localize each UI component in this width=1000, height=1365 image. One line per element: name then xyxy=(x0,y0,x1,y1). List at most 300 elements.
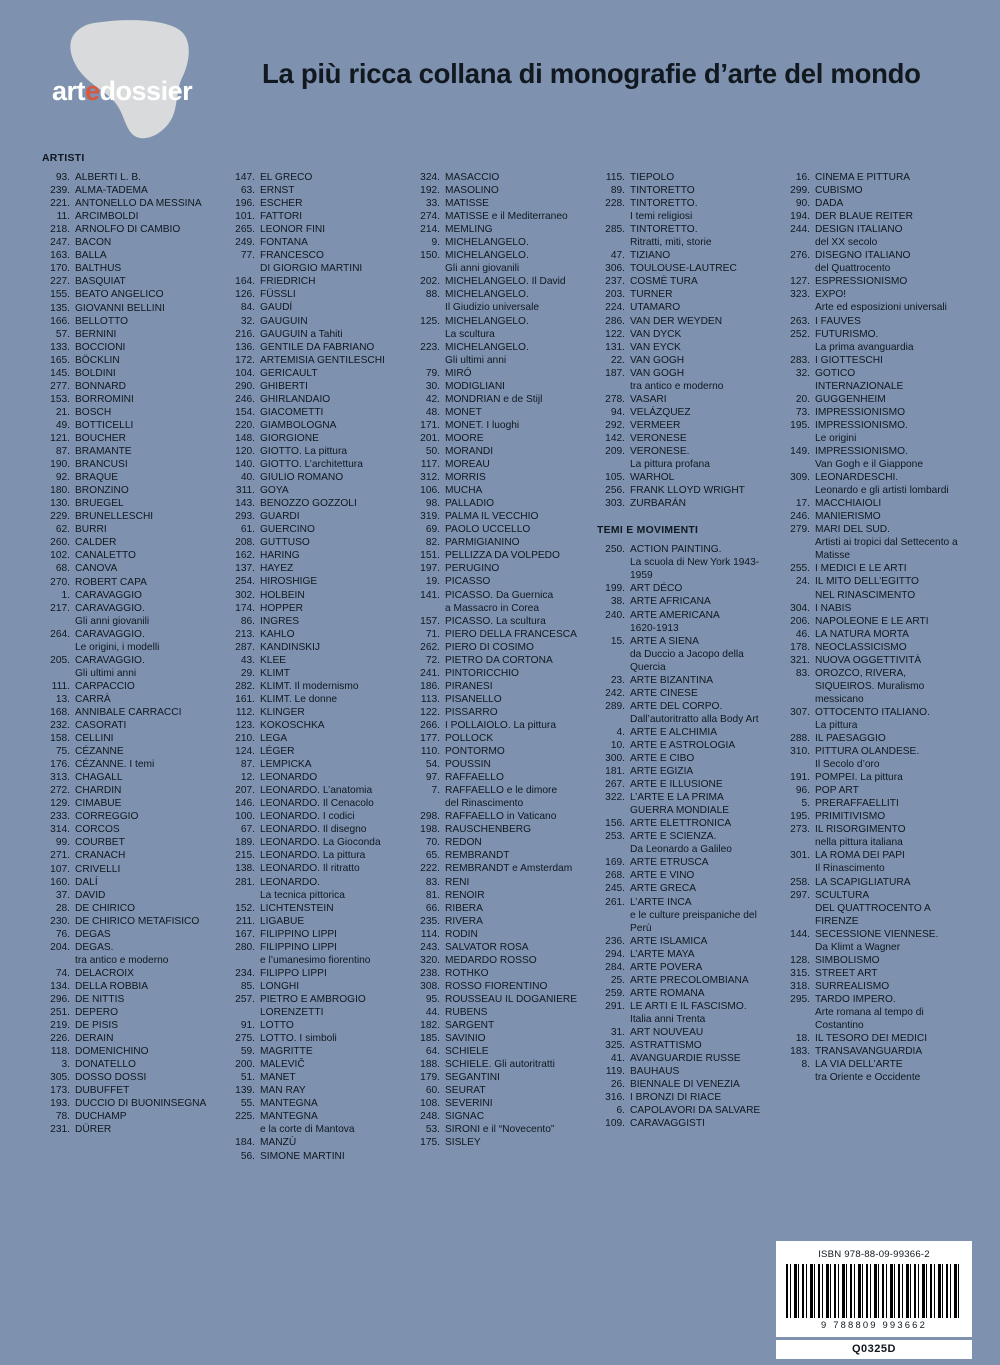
entry-number: 67. xyxy=(240,824,255,836)
entry-number: 25. xyxy=(610,974,625,986)
catalog-entry xyxy=(227,602,403,615)
entry-number: 181. xyxy=(605,766,625,778)
catalog-entry xyxy=(227,654,403,667)
catalog-entry xyxy=(42,471,218,484)
entry-label: GENTILE DA FABRIANO xyxy=(260,341,375,353)
catalog-entry xyxy=(412,536,588,549)
entry-label: VAN GOGH xyxy=(630,367,685,379)
entry-number: 87. xyxy=(240,759,255,771)
entry-number: 208. xyxy=(235,537,255,549)
entry-label: TIZIANO xyxy=(630,250,671,262)
entry-number: 106. xyxy=(420,485,440,497)
entry-label: MEMLING xyxy=(445,224,493,236)
catalog-entry xyxy=(782,354,958,367)
entry-label: KLIMT. Le donne xyxy=(260,693,338,705)
entry-label: GIACOMETTI xyxy=(260,406,324,418)
entry-number: 128. xyxy=(790,954,810,966)
entry-number: 87. xyxy=(55,446,70,458)
entry-number: 97. xyxy=(425,772,440,784)
entry-subtitle: Gli ultimi anni xyxy=(445,354,507,366)
catalog-entry xyxy=(597,987,773,1000)
entry-subtitle: La pittura profana xyxy=(630,459,710,471)
entry-number: 8. xyxy=(801,1059,810,1071)
entry-number: 164. xyxy=(235,276,255,288)
entry-number: 240. xyxy=(605,609,625,621)
catalog-entry xyxy=(42,223,218,236)
catalog-entry xyxy=(227,497,403,510)
catalog-entry xyxy=(42,510,218,523)
catalog-entry xyxy=(597,406,773,419)
entry-label: MIRÓ xyxy=(445,367,472,379)
entry-label: VAN DYCK xyxy=(630,328,682,340)
entry-label: DEGAS xyxy=(75,928,111,940)
catalog-entry xyxy=(42,275,218,288)
entry-label: ARTE EGIZIA xyxy=(630,766,694,778)
entry-label: SAVINIO xyxy=(445,1033,486,1045)
entry-number: 72. xyxy=(425,654,440,666)
entry-number: 1. xyxy=(61,589,70,601)
logo-text xyxy=(52,76,192,107)
page-header xyxy=(0,0,1000,150)
entry-subtitle: Leonardo e gli artisti lombardi xyxy=(815,485,949,497)
entry-label: PICASSO xyxy=(445,576,491,588)
entry-label: ARTE A SIENA xyxy=(630,635,699,647)
entry-number: 99. xyxy=(55,837,70,849)
entry-number: 166. xyxy=(50,315,70,327)
catalog-entry xyxy=(412,288,588,301)
entry-label: ARTE E SCIENZA. xyxy=(630,831,717,843)
entry-number: 78. xyxy=(55,1111,70,1123)
catalog-entry xyxy=(42,719,218,732)
entry-label: PIERO DI COSIMO xyxy=(445,641,534,653)
entry-label: MACCHIAIOLI xyxy=(815,498,882,510)
entry-label: POLLOCK xyxy=(445,733,494,745)
catalog-entry xyxy=(412,889,588,902)
entry-label: RENI xyxy=(445,876,470,888)
catalog-entry xyxy=(227,288,403,301)
entry-number: 29. xyxy=(240,667,255,679)
entry-number: 286. xyxy=(605,315,625,327)
entry-number: 32. xyxy=(795,367,810,379)
entry-label: LE ARTI E IL FASCISMO. xyxy=(630,1000,747,1012)
entry-label: LEONARDO xyxy=(260,772,318,784)
entry-number: 70. xyxy=(425,837,440,849)
entry-number: 183. xyxy=(790,1046,810,1058)
entry-number: 176. xyxy=(50,759,70,771)
entry-label: SECESSIONE VIENNESE. xyxy=(815,928,939,940)
catalog-entry xyxy=(42,1019,218,1032)
entry-label: PRERAFFAELLITI xyxy=(815,798,899,810)
entry-number: 246. xyxy=(790,511,810,523)
entry-number: 199. xyxy=(605,583,625,595)
entry-label: CÉZANNE. I temi xyxy=(75,759,155,771)
catalog-entry xyxy=(597,445,773,458)
entry-subtitle: INTERNAZIONALE xyxy=(815,380,904,392)
entry-number: 239. xyxy=(50,185,70,197)
catalog-entry xyxy=(412,915,588,928)
entry-label: SEVERINI xyxy=(445,1098,493,1110)
entry-label: FÜSSLI xyxy=(260,289,296,301)
catalog-entry xyxy=(42,1032,218,1045)
entry-label: GUERCINO xyxy=(260,524,315,536)
entry-number: 206. xyxy=(790,615,810,627)
entry-label: DE CHIRICO METAFISICO xyxy=(75,915,200,927)
catalog-entry xyxy=(597,674,773,687)
catalog-entry xyxy=(42,419,218,432)
catalog-entry xyxy=(782,602,958,615)
catalog-entry xyxy=(597,1117,773,1130)
entry-label: VERMEER xyxy=(630,419,681,431)
entry-number: 215. xyxy=(235,850,255,862)
catalog-entry xyxy=(412,1123,588,1136)
catalog-entry xyxy=(412,693,588,706)
entry-number: 251. xyxy=(50,1007,70,1019)
entry-number: 144. xyxy=(790,928,810,940)
entry-number: 160. xyxy=(50,876,70,888)
entry-number: 263. xyxy=(790,315,810,327)
catalog-entry xyxy=(782,419,958,432)
catalog-entry xyxy=(597,595,773,608)
catalog-entry xyxy=(597,497,773,510)
entry-number: 5. xyxy=(801,798,810,810)
catalog-entry xyxy=(42,1058,218,1071)
entry-number: 83. xyxy=(795,667,810,679)
entry-subtitle: Le origini xyxy=(815,432,857,444)
catalog-entry xyxy=(42,784,218,797)
entry-label: MANZÙ xyxy=(260,1137,297,1149)
entry-number: 271. xyxy=(50,850,70,862)
catalog-entry xyxy=(227,354,403,367)
catalog-entry xyxy=(597,471,773,484)
entry-subtitle: tra Oriente e Occidente xyxy=(815,1072,921,1084)
entry-number: 309. xyxy=(790,472,810,484)
entry-number: 104. xyxy=(235,367,255,379)
entry-number: 9. xyxy=(431,237,440,249)
entry-number: 189. xyxy=(235,837,255,849)
entry-number: 48. xyxy=(425,406,440,418)
catalog-entry xyxy=(412,1071,588,1084)
entry-number: 47. xyxy=(610,250,625,262)
entry-number: 280. xyxy=(235,941,255,953)
entry-number: 115. xyxy=(605,172,625,183)
entry-label: ASTRATTISMO xyxy=(630,1040,702,1052)
catalog-entry xyxy=(597,1078,773,1091)
entry-label: I BRONZI DI RIACE xyxy=(630,1092,722,1104)
catalog-entry xyxy=(227,915,403,928)
entry-label: MAN RAY xyxy=(260,1085,306,1097)
entry-number: 147. xyxy=(235,172,255,183)
entry-number: 142. xyxy=(605,432,625,444)
catalog-entry xyxy=(227,223,403,236)
entry-number: 131. xyxy=(605,341,625,353)
catalog-entry xyxy=(227,510,403,523)
entry-label: MODIGLIANI xyxy=(445,380,506,392)
catalog-entry xyxy=(412,184,588,197)
entry-number: 283. xyxy=(790,354,810,366)
catalog-entry xyxy=(597,1091,773,1104)
catalog-entry xyxy=(227,823,403,836)
entry-number: 96. xyxy=(795,785,810,797)
entry-label: LA SCAPIGLIATURA xyxy=(815,876,911,888)
entry-label: PITTURA OLANDESE. xyxy=(815,746,920,758)
catalog-entry xyxy=(42,771,218,784)
entry-number: 10. xyxy=(610,739,625,751)
entry-number: 226. xyxy=(50,1033,70,1045)
catalog-entry xyxy=(412,628,588,641)
catalog-entry xyxy=(412,484,588,497)
entry-number: 68. xyxy=(55,563,70,575)
entry-label: ARTE E ALCHIMIA xyxy=(630,726,717,738)
entry-number: 270. xyxy=(50,576,70,588)
entry-label: MUCHA xyxy=(445,485,483,497)
catalog-entry xyxy=(227,784,403,797)
catalog-entry xyxy=(42,967,218,980)
catalog-entry xyxy=(597,419,773,432)
entry-subtitle: Gli anni giovanili xyxy=(75,615,150,627)
catalog-entry xyxy=(227,275,403,288)
entry-number: 46. xyxy=(795,628,810,640)
entry-subtitle: tra antico e moderno xyxy=(75,954,169,966)
entry-label: SIGNAC xyxy=(445,1111,485,1123)
entry-label: DUCHAMP xyxy=(75,1111,127,1123)
entry-label: CÉZANNE xyxy=(75,746,124,758)
entry-label: CARPACCIO xyxy=(75,680,135,692)
entry-number: 18. xyxy=(795,1033,810,1045)
entry-label: LOTTO xyxy=(260,1020,294,1032)
entry-subtitle: NEL RINASCIMENTO xyxy=(815,589,916,601)
entry-number: 28. xyxy=(55,902,70,914)
catalog-entry xyxy=(227,575,403,588)
catalog-entry xyxy=(782,328,958,341)
catalog-entry xyxy=(782,275,958,288)
entry-label: IMPRESSIONISMO. xyxy=(815,445,908,457)
entry-number: 152. xyxy=(235,902,255,914)
catalog-entry xyxy=(42,863,218,876)
entry-label: MORANDI xyxy=(445,445,494,457)
entry-label: GHIRLANDAIO xyxy=(260,393,331,405)
entry-label: GAUGUIN xyxy=(260,315,308,327)
catalog-entry xyxy=(42,197,218,210)
entry-number: 179. xyxy=(420,1072,440,1084)
entry-number: 174. xyxy=(235,602,255,614)
entry-number: 281. xyxy=(235,876,255,888)
entry-label: PAOLO UCCELLO xyxy=(445,524,531,536)
catalog-entry xyxy=(227,1058,403,1071)
catalog-entry xyxy=(597,869,773,882)
entry-label: RIVERA xyxy=(445,915,483,927)
catalog-entry xyxy=(227,589,403,602)
catalog-entry xyxy=(227,315,403,328)
catalog-entry xyxy=(227,615,403,628)
entry-label: IMPRESSIONISMO xyxy=(815,406,906,418)
entry-label: TINTORETTO xyxy=(630,185,695,197)
barcode-bars xyxy=(786,1264,962,1318)
catalog-entry xyxy=(227,1150,403,1163)
entry-number: 173. xyxy=(50,1085,70,1097)
entry-label: PRIMITIVISMO xyxy=(815,811,886,823)
catalog-entry xyxy=(782,823,958,836)
entry-number: 63. xyxy=(240,185,255,197)
entry-number: 302. xyxy=(235,589,255,601)
entry-number: 32. xyxy=(240,315,255,327)
entry-label: I POLLAIOLO. La pittura xyxy=(445,719,556,731)
entry-number: 202. xyxy=(420,276,440,288)
entry-label: KOKOSCHKA xyxy=(260,719,325,731)
entry-number: 295. xyxy=(790,993,810,1005)
entry-number: 221. xyxy=(50,198,70,210)
catalog-entry xyxy=(42,1123,218,1136)
entry-number: 230. xyxy=(50,915,70,927)
catalog-columns xyxy=(42,152,967,1163)
catalog-entry xyxy=(597,830,773,843)
catalog-entry xyxy=(42,236,218,249)
entry-label: ARTE AFRICANA xyxy=(630,596,711,608)
entry-number: 86. xyxy=(240,615,255,627)
entry-number: 258. xyxy=(790,876,810,888)
entry-number: 296. xyxy=(50,994,70,1005)
catalog-entry xyxy=(227,171,403,184)
entry-label: RAFFAELLO e le dimore xyxy=(445,785,558,797)
entry-subtitle: Da Leonardo a Galileo xyxy=(630,844,732,856)
entry-label: MARI DEL SUD. xyxy=(815,524,890,536)
catalog-entry xyxy=(227,941,403,954)
catalog-entry xyxy=(782,654,958,667)
entry-number: 69. xyxy=(425,524,440,536)
entry-number: 204. xyxy=(50,941,70,953)
entry-number: 64. xyxy=(425,1046,440,1058)
entry-label: ARTE ISLAMICA xyxy=(630,935,708,947)
entry-label: GUGGENHEIM xyxy=(815,393,886,405)
catalog-entry xyxy=(42,458,218,471)
entry-number: 224. xyxy=(605,302,625,314)
entry-label: CANALETTO xyxy=(75,550,136,562)
entry-label: KLIMT. Il modernismo xyxy=(260,680,359,692)
catalog-entry xyxy=(412,497,588,510)
entry-label: REMBRANDT xyxy=(445,850,510,862)
catalog-entry xyxy=(227,419,403,432)
entry-subtitle: Gli ultimi anni xyxy=(75,667,137,679)
catalog-entry xyxy=(227,745,403,758)
entry-number: 192. xyxy=(420,185,440,197)
catalog-entry xyxy=(412,810,588,823)
entry-number: 171. xyxy=(420,419,440,431)
entry-number: 22. xyxy=(610,354,625,366)
catalog-entry xyxy=(42,184,218,197)
catalog-entry xyxy=(782,210,958,223)
entry-number: 172. xyxy=(235,354,255,366)
entry-number: 217. xyxy=(50,602,70,614)
entry-number: 76. xyxy=(55,928,70,940)
entry-label: PALLADIO xyxy=(445,498,495,510)
entry-label: VAN GOGH xyxy=(630,354,685,366)
entry-label: ARTE ETRUSCA xyxy=(630,857,709,869)
entry-subtitle: Arte ed esposizioni universali xyxy=(815,302,947,314)
entry-number: 133. xyxy=(50,341,70,353)
catalog-entry xyxy=(597,367,773,380)
entry-number: 24. xyxy=(795,576,810,588)
catalog-entry xyxy=(227,406,403,419)
entry-label: SALVATOR ROSA xyxy=(445,941,529,953)
entry-label: PERUGINO xyxy=(445,563,500,575)
entry-label: TOULOUSE-LAUTREC xyxy=(630,263,737,275)
entry-subtitle: Gli anni giovanili xyxy=(445,263,520,275)
entry-label: BURRI xyxy=(75,524,107,536)
entry-label: CAPOLAVORI DA SALVARE xyxy=(630,1105,761,1117)
entry-number: 140. xyxy=(235,459,255,471)
catalog-entry xyxy=(42,549,218,562)
entry-number: 66. xyxy=(425,902,440,914)
catalog-entry xyxy=(412,1097,588,1110)
entry-number: 57. xyxy=(55,328,70,340)
entry-number: 257. xyxy=(235,993,255,1005)
entry-label: TURNER xyxy=(630,289,673,301)
entry-number: 168. xyxy=(50,706,70,718)
entry-number: 161. xyxy=(235,693,255,705)
entry-label: DE PISIS xyxy=(75,1020,119,1032)
catalog-entry xyxy=(227,328,403,341)
entry-number: 89. xyxy=(610,185,625,197)
catalog-entry xyxy=(227,993,403,1006)
catalog-entry xyxy=(42,628,218,641)
entry-number: 310. xyxy=(790,746,810,758)
entry-label: LEONARDO. I codici xyxy=(260,811,355,823)
catalog-entry xyxy=(227,445,403,458)
entry-number: 85. xyxy=(240,980,255,992)
entry-number: 323. xyxy=(790,289,810,301)
catalog-entry xyxy=(597,543,773,556)
entry-label: HOLBEIN xyxy=(260,589,305,601)
entry-number: 244. xyxy=(790,224,810,236)
catalog-entry xyxy=(412,902,588,915)
entry-subtitle: da Duccio a Jacopo della Quercia xyxy=(630,648,744,673)
catalog-entry xyxy=(782,1058,958,1071)
entry-number: 111. xyxy=(51,680,70,692)
entry-label: DISEGNO ITALIANO xyxy=(815,250,911,262)
catalog-entry xyxy=(227,549,403,562)
entry-label: KAHLO xyxy=(260,628,295,640)
entry-subtitle: Italia anni Trenta xyxy=(630,1013,706,1025)
catalog-entry xyxy=(227,184,403,197)
entry-number: 71. xyxy=(425,628,440,640)
entry-number: 229. xyxy=(50,511,70,523)
entry-label: DADA xyxy=(815,198,844,210)
entry-label: ARTE CINESE xyxy=(630,687,698,699)
entry-label: CANOVA xyxy=(75,563,118,575)
entry-subtitle: Arte romana al tempo di Costantino xyxy=(815,1007,924,1032)
entry-number: 259. xyxy=(605,987,625,999)
entry-label: GERICAULT xyxy=(260,367,318,379)
entry-number: 238. xyxy=(420,967,440,979)
entry-label: ESPRESSIONISMO xyxy=(815,276,908,288)
entry-label: TINTORETTO. xyxy=(630,198,698,210)
entry-label: BERNINI xyxy=(75,328,117,340)
entry-number: 82. xyxy=(425,537,440,549)
entry-label: KLINGER xyxy=(260,706,305,718)
catalog-entry xyxy=(412,275,588,288)
catalog-entry xyxy=(227,523,403,536)
entry-label: MAGRITTE xyxy=(260,1046,313,1058)
entry-number: 54. xyxy=(425,759,440,771)
entry-label: LEONARDO. Il Cenacolo xyxy=(260,798,374,810)
catalog-entry xyxy=(42,602,218,615)
catalog-entry xyxy=(597,896,773,909)
barcode-block xyxy=(776,1241,972,1337)
catalog-entry xyxy=(227,432,403,445)
entry-label: GAUDÍ xyxy=(260,302,293,314)
entry-number: 272. xyxy=(50,785,70,797)
catalog-entry xyxy=(597,752,773,765)
entry-label: NEOCLASSICISMO xyxy=(815,641,907,653)
